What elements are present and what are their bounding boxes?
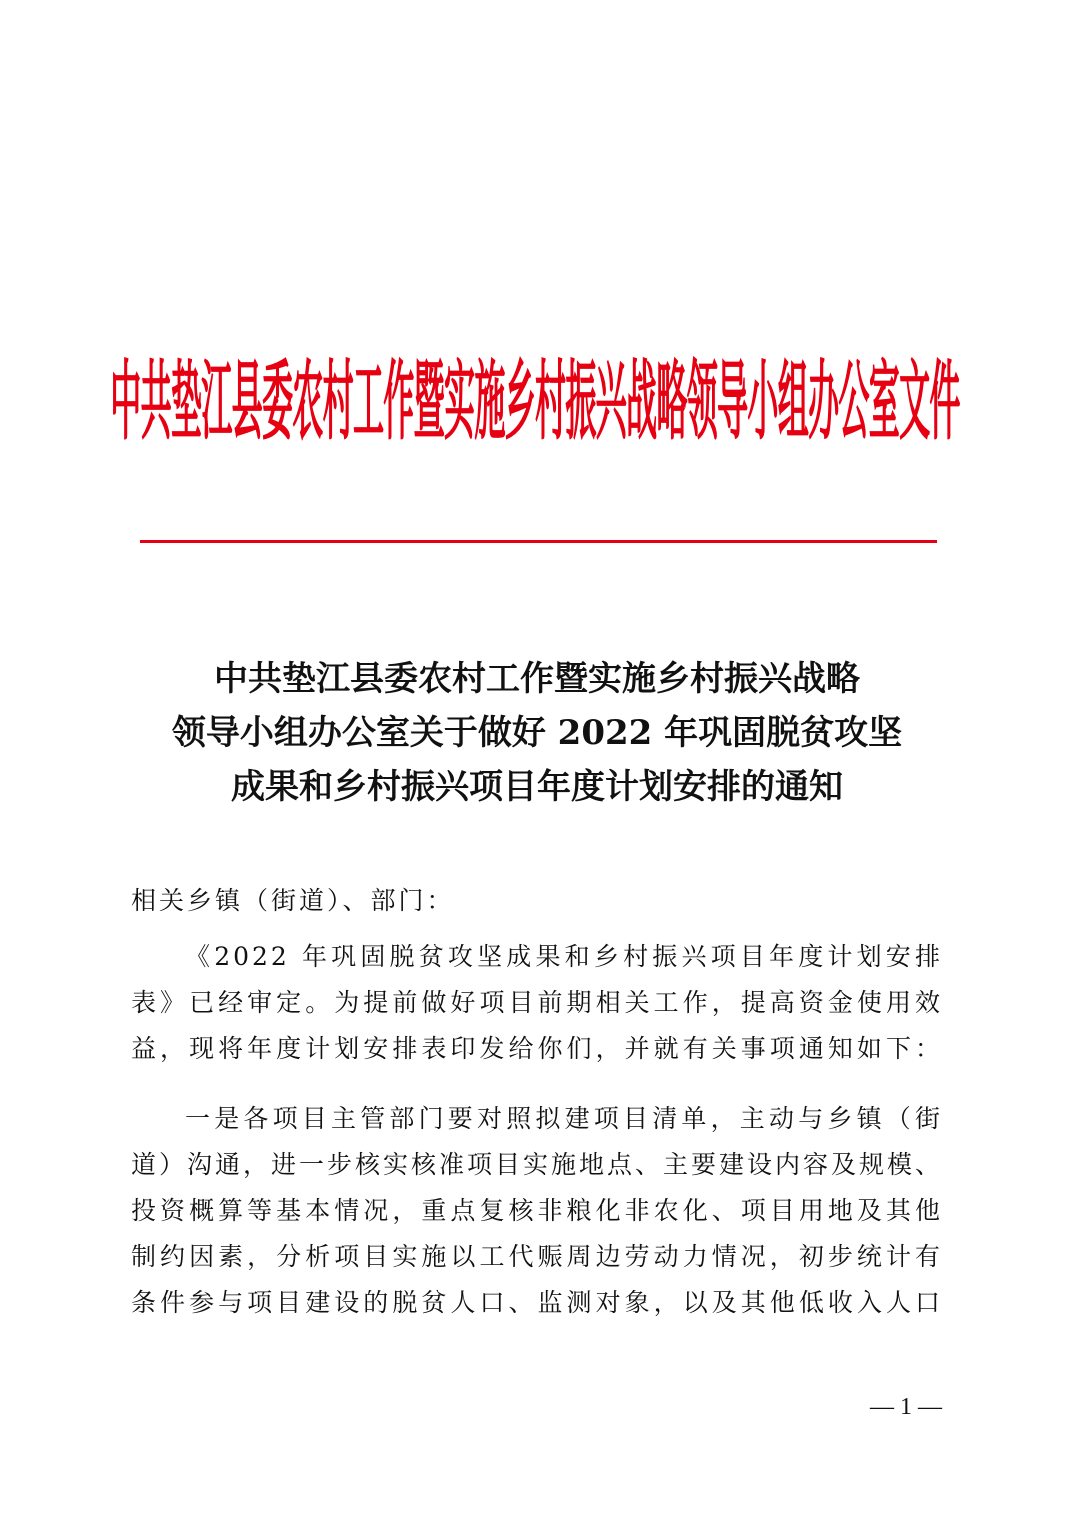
paragraph-line: 《2022 年巩固脱贫攻坚成果和乡村振兴项目年度计划安排: [185, 942, 943, 971]
red-header-masthead: [110, 336, 960, 456]
paragraph-line: 投资概算等基本情况，重点复核非粮化非农化、项目用地及其他: [131, 1196, 943, 1225]
paragraph-line: 道）沟通，进一步核实核准项目实施地点、主要建设内容及规模、: [131, 1150, 944, 1179]
document-title-line: 领导小组办公室关于做好 2022 年巩固脱贫攻坚: [171, 713, 903, 753]
paragraph-line: 条件参与项目建设的脱贫人口、监测对象，以及其他低收入人口: [131, 1288, 943, 1317]
body-paragraph-item-one: [131, 1096, 943, 1326]
document-title-line: 成果和乡村振兴项目年度计划安排的通知: [231, 767, 843, 807]
paragraph-line: 表》已经审定。为提前做好项目前期相关工作，提高资金使用效: [131, 988, 943, 1017]
page-number: — 1 —: [870, 1394, 942, 1420]
addressee: 相关乡镇（街道）、部门：: [131, 886, 455, 915]
document-title: [100, 652, 974, 814]
red-separator-line: [140, 540, 937, 543]
body-paragraph-intro: [131, 934, 943, 1072]
paragraph-line: 制约因素，分析项目实施以工代赈周边劳动力情况，初步统计有: [131, 1242, 943, 1271]
paragraph-line: 一是各项目主管部门要对照拟建项目清单，主动与乡镇（街: [185, 1104, 943, 1133]
paragraph-line: 益，现将年度计划安排表印发给你们，并就有关事项通知如下：: [131, 1034, 943, 1063]
document-title-line: 中共垫江县委农村工作暨实施乡村振兴战略: [214, 659, 860, 699]
masthead-title: 中共垫江县委农村工作暨实施乡村振兴战略领导小组办公室文件: [110, 350, 960, 452]
